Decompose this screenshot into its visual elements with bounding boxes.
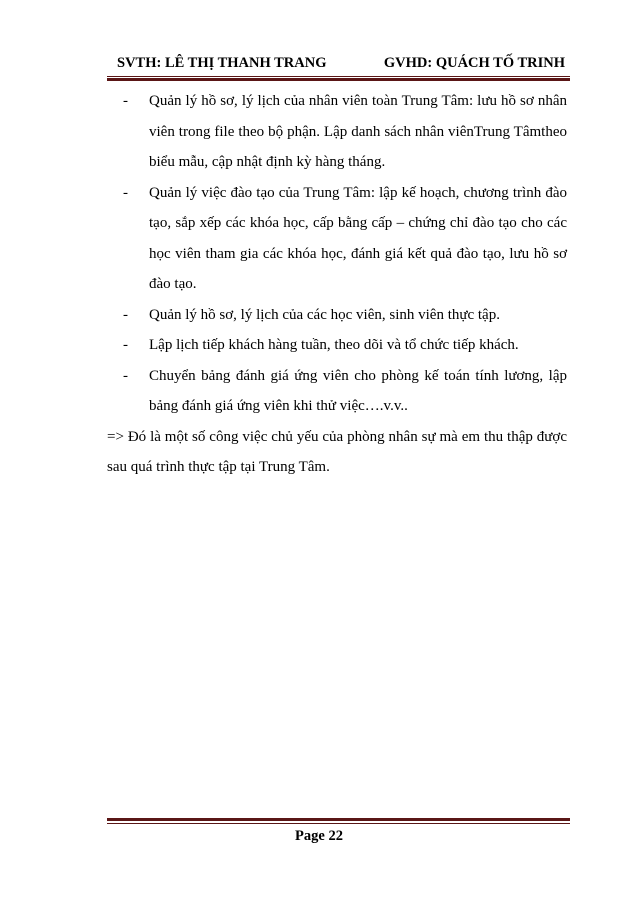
bullet-item [107,178,567,300]
bullet-item [107,361,567,422]
header-rule-thick [107,78,570,81]
bullet-text: Chuyển bảng đánh giá ứng viên cho phòng kế toán tính lương, lập bảng đánh giá ứng viên khi thử việc….v.v.. [149,367,567,414]
bullet-text: Lập lịch tiếp khách hàng tuần, theo dõi và tổ chức tiếp khách. [149,337,519,353]
supervisor-name: GVHD: QUÁCH TỐ TRINH [383,55,565,71]
bullet-text: Quản lý hồ sơ, lý lịch của nhân viên toàn Trung Tâm: lưu hồ sơ nhân viên trong file theo bộ phận. Lập danh sách nhân viênTrung Tâmtheo biểu mẫu, cập nhật định kỳ hàng tháng. [149,93,567,170]
page-number: Page 22 [295,828,343,844]
bullet-item [107,300,567,331]
bullet-item [107,330,567,361]
student-name: SVTH: LÊ THỊ THANH TRANG [117,55,327,71]
bullet-text: Quản lý hồ sơ, lý lịch của các học viên, sinh viên thực tập. [149,306,500,323]
page-body [107,86,567,483]
conclusion-paragraph: => Đó là một số công việc chủ yếu của phòng nhân sự mà em thu thập được sau quá trình thực tập tại Trung Tâm. [107,428,567,475]
bullet-dash: - [123,367,128,384]
bullet-dash: - [123,306,128,323]
bullet-dash: - [123,93,128,109]
footer-rule-thick [107,818,570,821]
header-rule-thin [107,76,570,77]
bullet-text: Quản lý việc đào tạo của Trung Tâm: lập kế hoạch, chương trình đào tạo, sắp xếp các khóa học, cấp bằng cấp – chứng chỉ đào tạo cho các học viên tham gia các khóa học, đánh giá kết quả đào tạo, lưu hồ sơ đào tạo. [149,184,567,292]
bullet-item [107,86,567,178]
page-header [117,55,565,75]
footer-rule-thin [107,823,570,824]
bullet-dash: - [123,337,128,353]
bullet-dash: - [123,184,128,201]
